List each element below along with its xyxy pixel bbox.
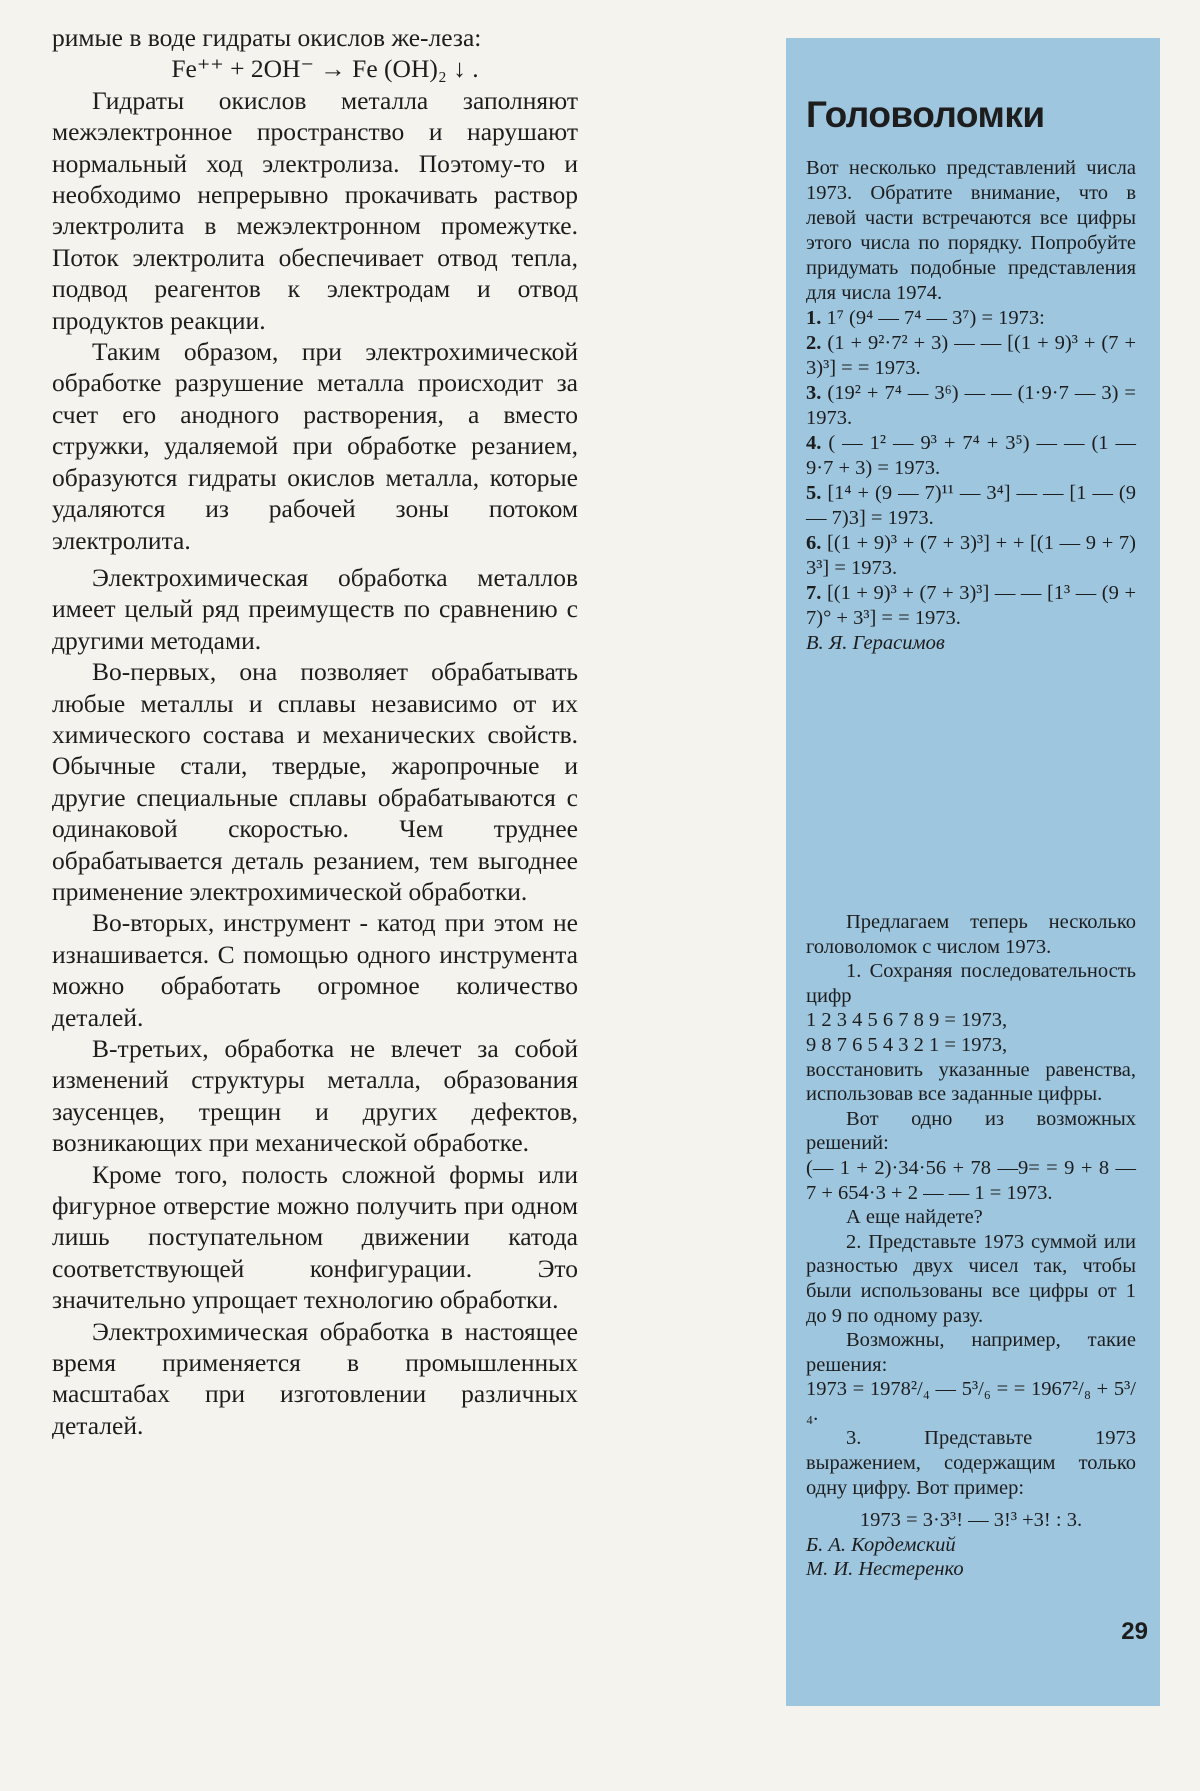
paragraph-2: Таким образом, при электрохимической обработке разрушение металла происходит за счет его анодного растворения, а вместо стружки, удаляемой при обработке резанием, образуются гидраты окислов металла, которые удаляются из рабочей зоны потоком электролита.: [52, 337, 578, 555]
equation-7: [806, 581, 1136, 631]
number-representations: [806, 156, 1136, 656]
author-gerasimov: В. Я. Герасимов: [806, 632, 945, 654]
paragraph-5: Во-вторых, инструмент - катод при этом не изнашивается. С помощью одного инструмента можно обработать огромное количество деталей.: [52, 908, 578, 1032]
equation-text: (1 + 9²·7² + 3) — — [(1 + 9)³ + (7 + 3)³] = = 1973.: [806, 332, 1137, 379]
task-3-example: 1973 = 3·3³! — 3!³ +3! : 3.: [859, 1509, 1083, 1532]
equation-2: [806, 331, 1136, 381]
equation-text: ( — 1² — 9³ + 7⁴ + 3⁵) — — (1 — 9·7 + 3) = 1973.: [806, 432, 1136, 479]
equation-text: [(1 + 9)³ + (7 + 3)³] + + [(1 — 9 + 7) 3³] = 1973.: [806, 532, 1137, 579]
equation-1: [806, 306, 1136, 331]
puzzles-sidebar: [786, 38, 1160, 1706]
equation-number: 4.: [806, 432, 822, 454]
equation-6: [806, 531, 1136, 581]
paragraph-8: Электрохимическая обработка в настоящее время применяется в промышленных масштабах при изготовлении различных деталей.: [52, 1316, 578, 1440]
task-1: 1. Сохраняя последовательность цифр: [806, 960, 1136, 1007]
offer-text: Предлагаем теперь несколько головоломок с числом 1973.: [806, 911, 1136, 958]
equation-3: [806, 381, 1136, 431]
task-1-continued: восстановить указанные равенства, использовав все заданные цифры.: [806, 1058, 1136, 1106]
formula: Fe⁺⁺ + 2OH⁻ → Fe (OH)₂ ↓ .: [171, 54, 479, 84]
solution-intro: Вот одно из возможных решений:: [806, 1107, 1136, 1155]
paragraph-4: Во-первых, она позволяет обрабатывать любые металлы и сплавы независимо от их химического состава и механических свойств. Обычные стали, твердые, жаропрочные и другие специальные сплавы обрабатываются с одинаковой скоростью. Чем труднее обрабатывается деталь резанием, тем выгоднее применение электрохимической обработки.: [52, 657, 578, 906]
paragraph-3: Электрохимическая обработка металлов имеет целый ряд преимуществ по сравнению с другими методами.: [52, 562, 578, 655]
equation-number: 1.: [806, 307, 822, 329]
task-2-solution: 1973 = 1978²/₄ — 5³/₆ = = 1967²/₈ + 5³/₄.: [806, 1378, 1136, 1425]
equation-number: 7.: [806, 582, 822, 604]
solution-1: (— 1 + 2)·34·56 + 78 —9= = 9 + 8 — 7 + 654·3 + 2 — — 1 = 1973.: [806, 1156, 1136, 1204]
paragraph-7: Кроме того, полость сложной формы или фигурное отверстие можно получить при одном лишь поступательном движении катода соответствующей конфигурации. Это значительно упрощает технологию обработки.: [52, 1159, 578, 1315]
task-2-intro: Возможны, например, такие решения:: [806, 1329, 1136, 1376]
equation-number: 2.: [806, 332, 822, 354]
more-question: А еще найдете?: [846, 1206, 983, 1229]
author-nesterenko: М. И. Нестеренко: [806, 1558, 964, 1581]
equation-number: 3.: [806, 382, 822, 404]
page-number: 29: [1121, 1618, 1148, 1645]
task-2: 2. Представьте 1973 суммой или разностью двух чисел так, чтобы были использованы все цифры от 1 до 9 по одному разу.: [806, 1230, 1136, 1327]
puzzles-block: [806, 910, 1136, 1582]
paragraph-6: В-третьих, обработка не влечет за собой изменений структуры металла, образования заусенцев, трещин и других дефектов, возникающих при механической обработке.: [52, 1034, 578, 1158]
equation-text: [1⁴ + (9 — 7)¹¹ — 3⁴] — — [1 — (9 — 7)3] = 1973.: [806, 482, 1137, 529]
intro-text: Вот несколько представлений числа 1973. Обратите внимание, что в левой части встречаются все цифры этого числа по порядку. Попробуйте придумать подобные представления для числа 1974.: [806, 157, 1136, 304]
author-kordemsky: Б. А. Кордемский: [806, 1533, 956, 1556]
paragraph-0: римые в воде гидраты окислов же-леза:: [52, 23, 482, 52]
sequence-ascending: 1 2 3 4 5 6 7 8 9 = 1973,: [806, 1009, 1008, 1032]
sequence-descending: 9 8 7 6 5 4 3 2 1 = 1973,: [806, 1033, 1008, 1056]
equation-text: [(1 + 9)³ + (7 + 3)³] — — [1³ — (9 + 7)° + 3³] = = 1973.: [806, 582, 1137, 629]
equation-text: 1⁷ (9⁴ — 7⁴ — 3⁷) = 1973:: [826, 307, 1045, 329]
sidebar-title: Головоломки: [806, 94, 1045, 135]
task-3: 3. Представьте 1973 выражением, содержащим только одну цифру. Вот пример:: [806, 1427, 1136, 1499]
article-column: [52, 22, 578, 1441]
equation-number: 6.: [806, 532, 822, 554]
equation-4: [806, 431, 1136, 481]
paragraph-1: Гидраты окислов металла заполняют межэлектронное пространство и нарушают нормальный ход электролиза. Поэтому-то и необходимо непрерывно прокачивать раствор электролита в межэлектронном промежутке. Поток электролита обеспечивает отвод тепла, подвод реагентов к электродам и отвод продуктов реакции.: [52, 85, 578, 335]
equation-number: 5.: [806, 482, 822, 504]
equation-5: [806, 481, 1136, 531]
equation-text: (19² + 7⁴ — 3⁶) — — (1·9·7 — 3) = 1973.: [806, 382, 1136, 429]
